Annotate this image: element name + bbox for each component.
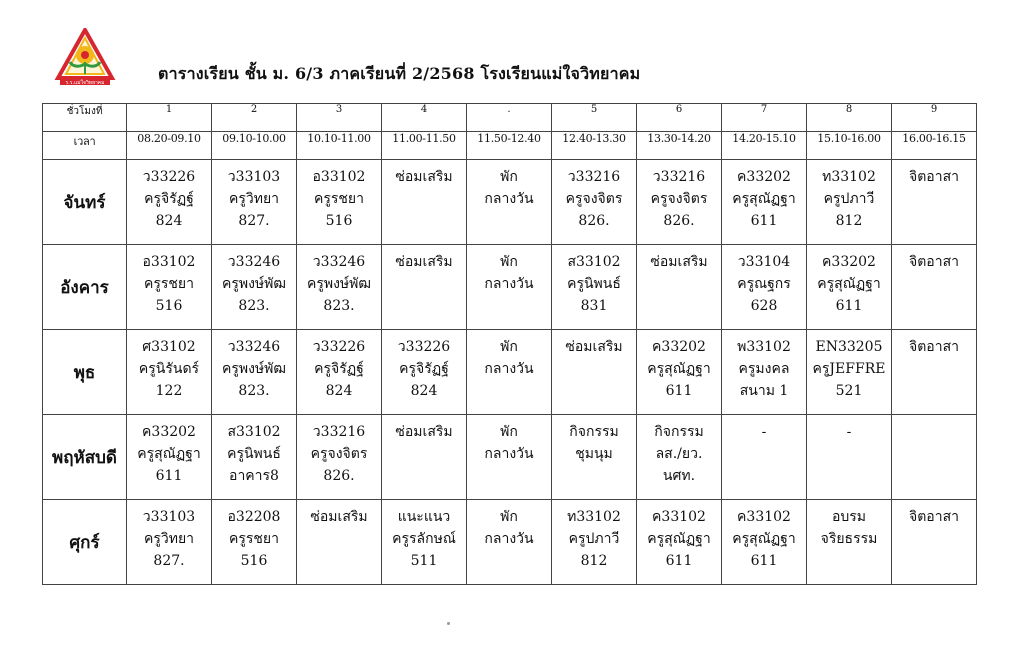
cell-line: ว33246	[312, 254, 366, 270]
cell-line: 521	[835, 383, 863, 399]
cell-line: ว33246	[227, 254, 281, 270]
cell-line: ครูสุณัฏฐา	[647, 531, 711, 547]
time-slot: 11.50-12.40	[467, 132, 552, 160]
cell-line: กลางวัน	[484, 191, 534, 207]
cell-line: ครูสุณัฏฐา	[817, 276, 881, 292]
time-slot: 11.00-11.50	[382, 132, 467, 160]
cell-line: 824	[325, 383, 353, 399]
cell-line: 826.	[578, 213, 610, 229]
cell-line: 823.	[323, 298, 355, 314]
day-name: พุธ	[43, 330, 127, 415]
cell-line: ครูรชยา	[229, 531, 279, 547]
cell-line: จิตอาสา	[909, 169, 959, 185]
cell-line: ครูวิทยา	[143, 531, 195, 547]
schedule-cell	[892, 160, 977, 245]
cell-line: ซ่อมเสริม	[565, 339, 623, 355]
cell-line: อ32208	[227, 509, 281, 525]
cell-line: ครูจิรัฏฐ์	[314, 361, 364, 377]
cell-line: กลางวัน	[484, 361, 534, 377]
cell-line: ค33102	[737, 509, 791, 525]
cell-line: ซ่อมเสริม	[395, 254, 453, 270]
cell-line: EN33205	[815, 339, 883, 355]
cell-line: กลางวัน	[484, 446, 534, 462]
schedule-cell	[552, 330, 637, 415]
time-slot: 08.20-09.10	[127, 132, 212, 160]
schedule-cell	[212, 500, 297, 585]
schedule-cell	[807, 415, 892, 500]
schedule-cell	[892, 330, 977, 415]
cell-line: 628	[750, 298, 778, 314]
cell-line: ซ่อมเสริม	[395, 169, 453, 185]
cell-line: ครูสุณัฏฐา	[732, 531, 796, 547]
cell-line: ลส./ยว.	[655, 446, 703, 462]
cell-line: -	[761, 424, 767, 440]
schedule-cell	[467, 245, 552, 330]
cell-line: 827.	[238, 213, 270, 229]
page-title: ตารางเรียน ชั้น ม. 6/3 ภาคเรียนที่ 2/2568 โรงเรียนแม่ใจวิทยาคม	[158, 64, 641, 83]
cell-line: ครูนิพนธ์	[227, 446, 281, 462]
cell-line: ครูJEFFRE	[812, 361, 886, 377]
cell-line: ครูจงจิตร	[310, 446, 368, 462]
timetable	[42, 103, 977, 585]
time-label: เวลา	[43, 132, 127, 160]
logo-text: ร.ร.แม่ใจวิทยาคม	[65, 80, 105, 86]
cell-line: ซ่อมเสริม	[395, 424, 453, 440]
period-number: 1	[127, 104, 212, 132]
period-number: 3	[297, 104, 382, 132]
cell-line: กลางวัน	[484, 276, 534, 292]
cell-line: จิตอาสา	[909, 254, 959, 270]
schedule-cell	[127, 160, 212, 245]
schedule-cell	[297, 330, 382, 415]
schedule-cell	[467, 415, 552, 500]
cell-line: พัก	[500, 424, 518, 440]
period-number: 6	[637, 104, 722, 132]
cell-line: 824	[155, 213, 183, 229]
cell-line: อบรม	[831, 509, 867, 525]
schedule-cell	[297, 500, 382, 585]
cell-line: สนาม 1	[739, 383, 789, 399]
period-header-row	[43, 104, 977, 132]
cell-line: แนะแนว	[397, 509, 451, 525]
cell-line: ค33102	[652, 509, 706, 525]
cell-line: กิจกรรม	[654, 424, 704, 440]
cell-line: -	[846, 424, 852, 440]
schedule-cell	[637, 245, 722, 330]
schedule-cell	[892, 245, 977, 330]
cell-line: 611	[750, 553, 778, 569]
schedule-cell	[467, 500, 552, 585]
time-slot: 10.10-11.00	[297, 132, 382, 160]
time-slot: 15.10-16.00	[807, 132, 892, 160]
schedule-cell	[382, 415, 467, 500]
period-number: 7	[722, 104, 807, 132]
cell-line: ครูปภาวี	[823, 191, 875, 207]
cell-line: 516	[240, 553, 268, 569]
scan-dot	[447, 622, 450, 625]
schedule-cell	[552, 160, 637, 245]
schedule-cell	[722, 160, 807, 245]
schedule-cell	[807, 500, 892, 585]
cell-line: 831	[580, 298, 608, 314]
day-row	[43, 160, 977, 245]
day-row	[43, 330, 977, 415]
cell-line: 827.	[153, 553, 185, 569]
schedule-cell	[722, 330, 807, 415]
period-header-label: ชั่วโมงที่	[43, 104, 127, 132]
schedule-cell	[297, 160, 382, 245]
schedule-cell	[127, 500, 212, 585]
schedule-cell	[127, 415, 212, 500]
cell-line: ค33202	[737, 169, 791, 185]
time-slot: 16.00-16.15	[892, 132, 977, 160]
cell-line: ว33103	[227, 169, 281, 185]
schedule-cell	[637, 415, 722, 500]
cell-line: ว33216	[567, 169, 621, 185]
schedule-cell	[467, 330, 552, 415]
cell-line: 812	[580, 553, 608, 569]
day-name: จันทร์	[43, 160, 127, 245]
cell-line: ครูสุณัฏฐา	[647, 361, 711, 377]
schedule-cell	[892, 500, 977, 585]
cell-line: ค33202	[822, 254, 876, 270]
day-name: พฤหัสบดี	[43, 415, 127, 500]
schedule-cell	[127, 245, 212, 330]
schedule-cell	[637, 500, 722, 585]
cell-line: อาคาร8	[229, 468, 279, 484]
cell-line: ค33202	[652, 339, 706, 355]
period-number: 4	[382, 104, 467, 132]
cell-line: ส33102	[567, 254, 621, 270]
time-row	[43, 132, 977, 160]
cell-line: พัก	[500, 339, 518, 355]
cell-line: ส33102	[227, 424, 281, 440]
cell-line: 611	[750, 213, 778, 229]
cell-line: ครูนิรันดร์	[138, 361, 200, 377]
schedule-cell	[382, 330, 467, 415]
schedule-cell	[722, 245, 807, 330]
schedule-cell	[212, 160, 297, 245]
cell-line: ท33102	[567, 509, 621, 525]
cell-line: 812	[835, 213, 863, 229]
school-logo	[54, 28, 116, 88]
period-number: 9	[892, 104, 977, 132]
cell-line: พัก	[500, 509, 518, 525]
cell-line: ครูรชยา	[314, 191, 364, 207]
time-slot: 09.10-10.00	[212, 132, 297, 160]
cell-line: ครูปภาวี	[568, 531, 620, 547]
cell-line: 823.	[238, 298, 270, 314]
schedule-cell	[552, 415, 637, 500]
cell-line: ว33226	[142, 169, 196, 185]
cell-line: ครูสุณัฏฐา	[732, 191, 796, 207]
schedule-cell	[467, 160, 552, 245]
day-row	[43, 245, 977, 330]
cell-line: ครูจิรัฏฐ์	[399, 361, 449, 377]
cell-line: ครูพงษ์พัฒ	[221, 276, 287, 292]
schedule-cell	[382, 245, 467, 330]
cell-line: พัก	[500, 169, 518, 185]
cell-line: ว33216	[312, 424, 366, 440]
cell-line: ครูพงษ์พัฒ	[221, 361, 287, 377]
schedule-cell	[892, 415, 977, 500]
period-number: 8	[807, 104, 892, 132]
time-slot: 13.30-14.20	[637, 132, 722, 160]
cell-line: ว33226	[312, 339, 366, 355]
cell-line: พ33102	[737, 339, 791, 355]
schedule-cell	[552, 245, 637, 330]
schedule-cell	[637, 330, 722, 415]
cell-line: ซ่อมเสริม	[310, 509, 368, 525]
cell-line: นศท.	[662, 468, 696, 484]
schedule-cell	[297, 245, 382, 330]
cell-line: จิตอาสา	[909, 509, 959, 525]
cell-line: กลางวัน	[484, 531, 534, 547]
cell-line: ศ33102	[142, 339, 196, 355]
cell-line: ค33202	[142, 424, 196, 440]
cell-line: ครูวิทยา	[228, 191, 280, 207]
cell-line: 511	[410, 553, 438, 569]
schedule-cell	[212, 415, 297, 500]
cell-line: 611	[665, 553, 693, 569]
cell-line: ว33104	[737, 254, 791, 270]
cell-line: ว33216	[652, 169, 706, 185]
schedule-cell	[637, 160, 722, 245]
cell-line: ครูรชยา	[144, 276, 194, 292]
schedule-cell	[722, 415, 807, 500]
cell-line: อ33102	[142, 254, 196, 270]
cell-line: ซ่อมเสริม	[650, 254, 708, 270]
schedule-cell	[382, 160, 467, 245]
cell-line: กิจกรรม	[569, 424, 619, 440]
schedule-cell	[807, 330, 892, 415]
cell-line: ชุมนุม	[575, 446, 613, 462]
cell-line: ครูนิพนธ์	[567, 276, 621, 292]
period-number: 2	[212, 104, 297, 132]
cell-line: ครูณฐกร	[737, 276, 791, 292]
cell-line: ครูจิรัฏฐ์	[144, 191, 194, 207]
cell-line: 611	[835, 298, 863, 314]
cell-line: 826.	[323, 468, 355, 484]
day-name: ศุกร์	[43, 500, 127, 585]
schedule-cell	[212, 245, 297, 330]
cell-line: 516	[155, 298, 183, 314]
cell-line: ว33103	[142, 509, 196, 525]
day-name: อังคาร	[43, 245, 127, 330]
cell-line: ครูจงจิตร	[650, 191, 708, 207]
cell-line: 824	[410, 383, 438, 399]
period-number: 5	[552, 104, 637, 132]
cell-line: 823.	[238, 383, 270, 399]
cell-line: พัก	[500, 254, 518, 270]
schedule-cell	[807, 245, 892, 330]
cell-line: ครูพงษ์พัฒ	[306, 276, 372, 292]
schedule-cell	[297, 415, 382, 500]
day-row	[43, 500, 977, 585]
cell-line: ครูรลักษณ์	[392, 531, 456, 547]
schedule-cell	[552, 500, 637, 585]
schedule-cell	[807, 160, 892, 245]
schedule-cell	[382, 500, 467, 585]
time-slot: 12.40-13.30	[552, 132, 637, 160]
cell-line: 516	[325, 213, 353, 229]
cell-line: 122	[155, 383, 183, 399]
cell-line: 611	[155, 468, 183, 484]
cell-line: ว33226	[397, 339, 451, 355]
schedule-cell	[212, 330, 297, 415]
cell-line: ว33246	[227, 339, 281, 355]
cell-line: ครูมงคล	[738, 361, 790, 377]
cell-line: ครูสุณัฏฐา	[137, 446, 201, 462]
cell-line: 611	[665, 383, 693, 399]
schedule-cell	[127, 330, 212, 415]
day-row	[43, 415, 977, 500]
cell-line: จริยธรรม	[820, 531, 878, 547]
cell-line: ท33102	[822, 169, 876, 185]
cell-line: 826.	[663, 213, 695, 229]
schedule-cell	[722, 500, 807, 585]
period-number: .	[467, 104, 552, 132]
cell-line: อ33102	[312, 169, 366, 185]
cell-line: จิตอาสา	[909, 339, 959, 355]
time-slot: 14.20-15.10	[722, 132, 807, 160]
cell-line: ครูจงจิตร	[565, 191, 623, 207]
